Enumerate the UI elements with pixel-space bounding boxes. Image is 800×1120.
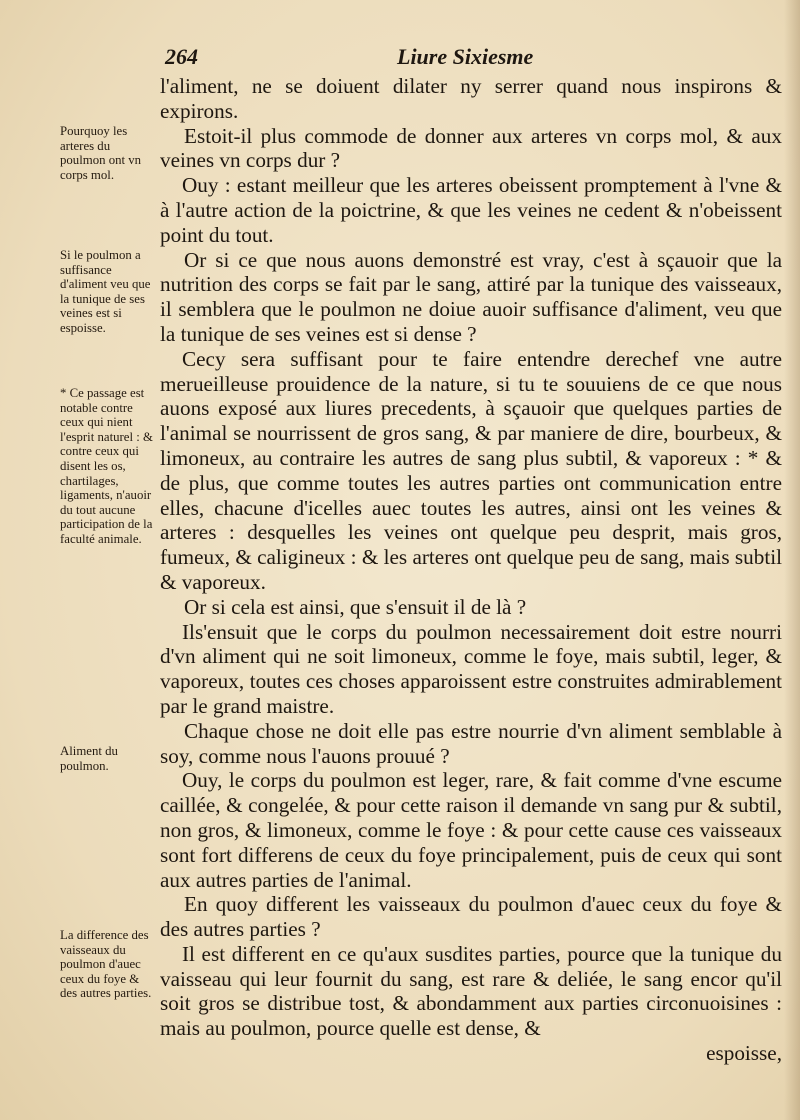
question-paragraph: Or si cela est ainsi, que s'ensuit il de là ? (184, 594, 527, 619)
margin-note-aliment: Aliment du poulmon. (60, 744, 118, 773)
margin-note-difference: La difference des vaisseaux du poulmon d'auec ceux du foye & des autres parties. (60, 928, 152, 1001)
page-header (165, 44, 765, 78)
answer-paragraph: Ils'ensuit que le corps du poulmon necessairement doit estre nourri d'vn aliment qui ne soit limoneux, comme le foye, mais subtil, leger, & vaporeux, toutes ces choses apparoissent estre construites admirablement par le grand maistre. (160, 619, 782, 718)
answer-paragraph: Il est different en ce qu'aux susdites parties, pource que la tunique du vaisseau qui leur fournit du sang, est rare & deliée, le sang encor qu'il soit gros se distribue tost, & abondamment aux parties circonuoisines : mais au poulmon, pource quelle est dense, & (160, 941, 782, 1041)
page-fold-shadow (784, 0, 800, 1120)
paragraph: l'aliment, ne se doiuent dilater ny serrer quand nous inspirons & expirons. (160, 74, 782, 123)
page-number: 264 (165, 44, 198, 69)
margin-note-arteres: Pourquoy les arteres du poulmon ont vn corps mol. (60, 124, 142, 182)
margin-note-passage-notable: * Ce passage est notable contre ceux qui nient l'esprit naturel : & contre ceux qui disent les os, chartilages, ligaments, n'auoir du tout aucune participation de la faculté animale. (60, 386, 153, 546)
running-title: Liure Sixiesme (397, 44, 534, 69)
question-paragraph: Or si ce que nous auons demonstré est vray, c'est à sçauoir que la nutrition des corps se fait par le sang, attiré par la tunique des vaisseaux, il semblera que le poulmon ne doiue auoir suffisance d'aliment, veu que la tunique de ses veines est si dense ? (160, 247, 782, 346)
margin-note-suffisance: Si le poulmon a suffisance d'aliment veu que la tunique de ses veines est si espoisse. (60, 248, 151, 335)
answer-paragraph: Ouy : estant meilleur que les arteres obeissent promptement à l'vne & à l'autre action de la poictrine, & que les veines ne cedent & n'obeissent point du tout. (160, 173, 782, 247)
main-text (160, 74, 782, 1066)
question-paragraph: En quoy different les vaisseaux du poulmon d'auec ceux du foye & des autres parties ? (160, 892, 782, 942)
question-paragraph: Chaque chose ne doit elle pas estre nourrie d'vn aliment semblable à soy, comme nous l'auons prouué ? (160, 718, 782, 768)
answer-paragraph: Cecy sera suffisant pour te faire entendre derechef vne autre merueilleuse prouidence de la nature, si tu te souuiens de ce que nous auons exposé aux liures precedents, à sçauoir que quelques parties de l'animal se nourrissent de gros sang, & par maniere de dire, bourbeux, & limoneux, au contraire les autres de sang plus subtil, & vaporeux : * & de plus, que comme toutes les autres parties ont communication entre elles, chacune d'icelles auec toutes les autres, ainsi ont les veines & arteres : desquelles les veines ont quelque peu desprit, mais gros, fumeux, & caligineux : & les arteres ont quelque peu de sang, mais subtil & vaporeux. (160, 346, 782, 594)
question-paragraph: Estoit-il plus commode de donner aux arteres vn corps mol, & aux veines vn corps dur ? (160, 123, 782, 173)
answer-paragraph: Ouy, le corps du poulmon est leger, rare, & fait comme d'vne escume caillée, & congelée, & pour cette raison il demande vn sang pur & subtil, non gros, & limoneux, comme le foye : & pour cette cause ces vaisseaux sont fort differens de ceux du foye principalement, puis de ceux qui sont aux autres parties de l'animal. (160, 768, 782, 892)
catchword: espoisse, (706, 1041, 782, 1066)
